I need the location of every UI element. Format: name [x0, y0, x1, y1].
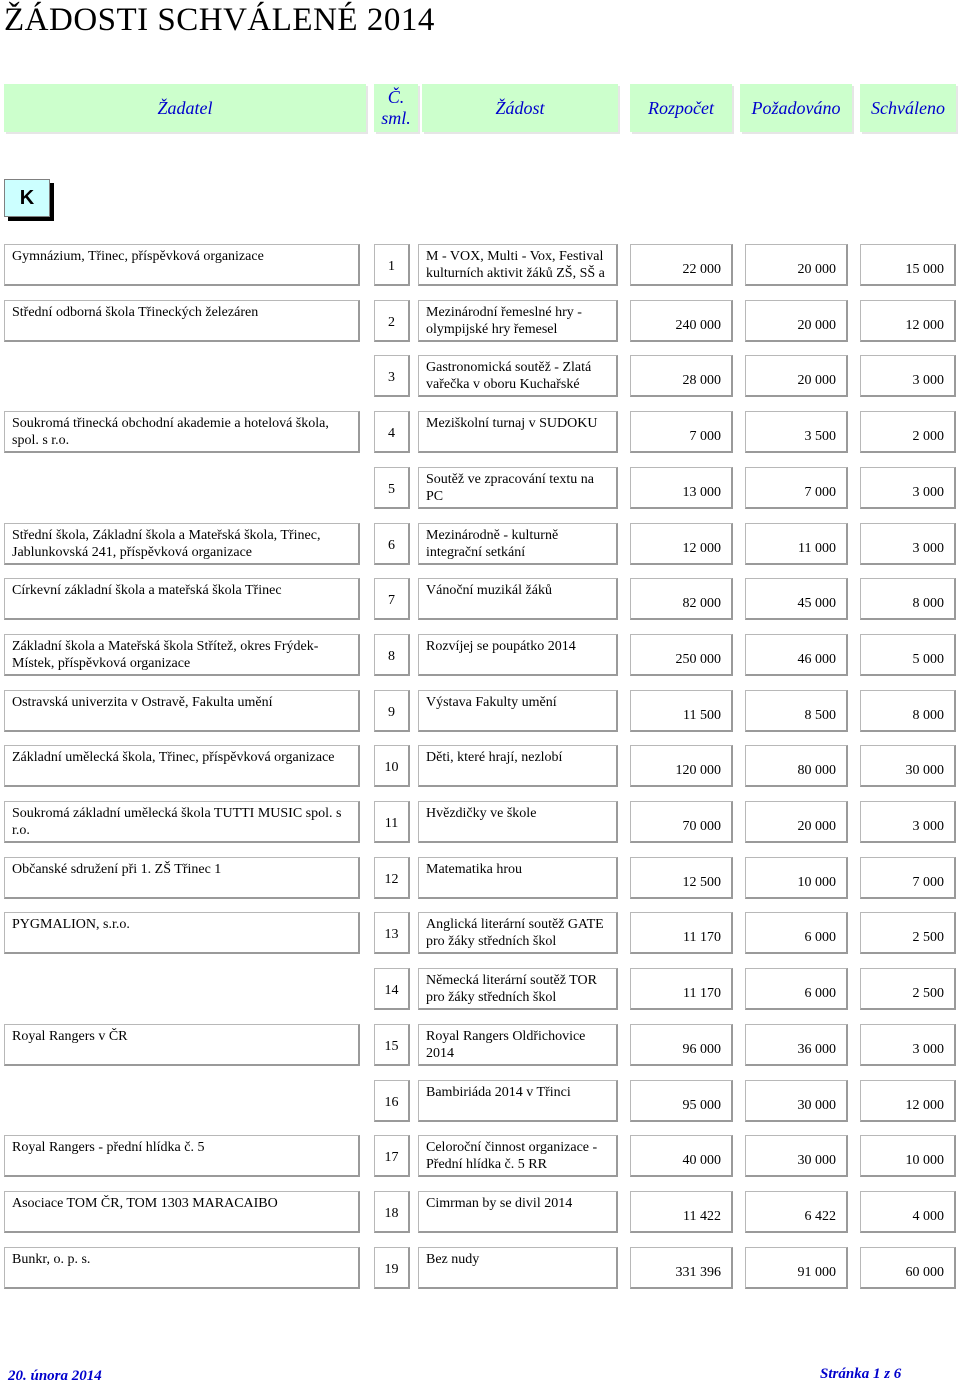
request-cell: Meziškolní turnaj v SUDOKU: [418, 411, 618, 453]
footer-date: 20. února 2014: [8, 1368, 102, 1384]
requested-cell: 20 000: [745, 244, 848, 286]
applicant-cell: Asociace TOM ČR, TOM 1303 MARACAIBO: [4, 1191, 360, 1233]
request-cell: Vánoční muzikál žáků: [418, 578, 618, 620]
approved-cell: 2 500: [860, 968, 956, 1010]
budget-cell: 28 000: [630, 355, 733, 397]
applicant-cell: Střední škola, Základní škola a Mateřská škola, Třinec, Jablunkovská 241, příspěvková organizace: [4, 523, 360, 565]
request-cell: Soutěž ve zpracování textu na PC: [418, 467, 618, 509]
header-schvaleno: Schváleno: [860, 84, 956, 132]
approved-cell: 2 000: [860, 411, 956, 453]
request-cell: Royal Rangers Oldřichovice 2014: [418, 1024, 618, 1066]
applicant-cell: Střední odborná škola Třineckých železáren: [4, 300, 360, 342]
budget-cell: 331 396: [630, 1247, 733, 1289]
approved-cell: 3 000: [860, 1024, 956, 1066]
approved-cell: 15 000: [860, 244, 956, 286]
requested-cell: 3 500: [745, 411, 848, 453]
request-cell: Děti, které hrají, nezlobí: [418, 745, 618, 787]
contract-number-cell: 16: [374, 1080, 410, 1122]
contract-number-cell: 1: [374, 244, 410, 286]
budget-cell: 22 000: [630, 244, 733, 286]
header-rozpocet: Rozpočet: [630, 84, 732, 132]
budget-cell: 82 000: [630, 578, 733, 620]
contract-number-cell: 17: [374, 1135, 410, 1177]
contract-number-cell: 12: [374, 857, 410, 899]
request-cell: Mezinárodní řemeslné hry - olympijské hry řemesel: [418, 300, 618, 342]
request-cell: Bambiriáda 2014 v Třinci: [418, 1080, 618, 1122]
section-label: K: [4, 179, 50, 217]
approved-cell: 3 000: [860, 467, 956, 509]
contract-number-cell: 10: [374, 745, 410, 787]
requested-cell: 45 000: [745, 578, 848, 620]
applicant-cell: Soukromá základní umělecká škola TUTTI MUSIC spol. s r.o.: [4, 801, 360, 843]
applicant-cell: Základní umělecká škola, Třinec, příspěvková organizace: [4, 745, 360, 787]
applicant-cell: Royal Rangers v ČR: [4, 1024, 360, 1066]
requested-cell: 30 000: [745, 1135, 848, 1177]
applicant-cell: PYGMALION, s.r.o.: [4, 912, 360, 954]
request-cell: Bez nudy: [418, 1247, 618, 1289]
approved-cell: 10 000: [860, 1135, 956, 1177]
budget-cell: 120 000: [630, 745, 733, 787]
request-cell: Výstava Fakulty umění: [418, 690, 618, 732]
budget-cell: 11 500: [630, 690, 733, 732]
budget-cell: 12 500: [630, 857, 733, 899]
applicant-cell: Bunkr, o. p. s.: [4, 1247, 360, 1289]
contract-number-cell: 9: [374, 690, 410, 732]
applicant-cell: Royal Rangers - přední hlídka č. 5: [4, 1135, 360, 1177]
budget-cell: 11 422: [630, 1191, 733, 1233]
request-cell: Celoroční činnost organizace - Přední hlídka č. 5 RR: [418, 1135, 618, 1177]
approved-cell: 3 000: [860, 523, 956, 565]
requested-cell: 6 000: [745, 968, 848, 1010]
header-pozadovano: Požadováno: [740, 84, 852, 132]
requested-cell: 80 000: [745, 745, 848, 787]
budget-cell: 250 000: [630, 634, 733, 676]
applicant-cell: Soukromá třinecká obchodní akademie a hotelová škola, spol. s r.o.: [4, 411, 360, 453]
approved-cell: 7 000: [860, 857, 956, 899]
contract-number-cell: 2: [374, 300, 410, 342]
request-cell: Hvězdičky ve škole: [418, 801, 618, 843]
budget-cell: 11 170: [630, 968, 733, 1010]
budget-cell: 13 000: [630, 467, 733, 509]
approved-cell: 12 000: [860, 300, 956, 342]
request-cell: Anglická literární soutěž GATE pro žáky středních škol: [418, 912, 618, 954]
contract-number-cell: 6: [374, 523, 410, 565]
requested-cell: 20 000: [745, 300, 848, 342]
applicant-cell: Občanské sdružení při 1. ZŠ Třinec 1: [4, 857, 360, 899]
header-zadost: Žádost: [422, 84, 618, 132]
contract-number-cell: 5: [374, 467, 410, 509]
requested-cell: 46 000: [745, 634, 848, 676]
header-zadatel: Žadatel: [4, 84, 366, 132]
requested-cell: 6 422: [745, 1191, 848, 1233]
requested-cell: 7 000: [745, 467, 848, 509]
budget-cell: 40 000: [630, 1135, 733, 1177]
contract-number-cell: 19: [374, 1247, 410, 1289]
page-title: ŽÁDOSTI SCHVÁLENÉ 2014: [4, 2, 435, 38]
requested-cell: 10 000: [745, 857, 848, 899]
applicant-cell: Ostravská univerzita v Ostravě, Fakulta umění: [4, 690, 360, 732]
approved-cell: 3 000: [860, 801, 956, 843]
approved-cell: 5 000: [860, 634, 956, 676]
request-cell: Cimrman by se divil 2014: [418, 1191, 618, 1233]
contract-number-cell: 13: [374, 912, 410, 954]
applicant-cell: Gymnázium, Třinec, příspěvková organizace: [4, 244, 360, 286]
budget-cell: 7 000: [630, 411, 733, 453]
requested-cell: 36 000: [745, 1024, 848, 1066]
requested-cell: 30 000: [745, 1080, 848, 1122]
footer-page-number: Stránka 1 z 6: [820, 1366, 902, 1382]
approved-cell: 60 000: [860, 1247, 956, 1289]
requested-cell: 20 000: [745, 801, 848, 843]
request-cell: Německá literární soutěž TOR pro žáky středních škol: [418, 968, 618, 1010]
applicant-cell: Církevní základní škola a mateřská škola Třinec: [4, 578, 360, 620]
applicant-cell: Základní škola a Mateřská škola Střítež, okres Frýdek-Místek, příspěvková organizace: [4, 634, 360, 676]
contract-number-cell: 8: [374, 634, 410, 676]
budget-cell: 240 000: [630, 300, 733, 342]
contract-number-cell: 18: [374, 1191, 410, 1233]
budget-cell: 11 170: [630, 912, 733, 954]
contract-number-cell: 14: [374, 968, 410, 1010]
requested-cell: 8 500: [745, 690, 848, 732]
requested-cell: 11 000: [745, 523, 848, 565]
header-cislo-smlouvy: Č. sml.: [374, 84, 418, 132]
approved-cell: 4 000: [860, 1191, 956, 1233]
contract-number-cell: 11: [374, 801, 410, 843]
requested-cell: 91 000: [745, 1247, 848, 1289]
request-cell: Mezinárodně - kulturně integrační setkání: [418, 523, 618, 565]
budget-cell: 70 000: [630, 801, 733, 843]
budget-cell: 12 000: [630, 523, 733, 565]
request-cell: Rozvíjej se poupátko 2014: [418, 634, 618, 676]
approved-cell: 12 000: [860, 1080, 956, 1122]
contract-number-cell: 3: [374, 355, 410, 397]
request-cell: Matematika hrou: [418, 857, 618, 899]
contract-number-cell: 4: [374, 411, 410, 453]
approved-cell: 8 000: [860, 578, 956, 620]
contract-number-cell: 7: [374, 578, 410, 620]
budget-cell: 96 000: [630, 1024, 733, 1066]
approved-cell: 3 000: [860, 355, 956, 397]
approved-cell: 30 000: [860, 745, 956, 787]
approved-cell: 2 500: [860, 912, 956, 954]
request-cell: M - VOX, Multi - Vox, Festival kulturních aktivit žáků ZŠ, SŠ a: [418, 244, 618, 286]
requested-cell: 20 000: [745, 355, 848, 397]
request-cell: Gastronomická soutěž - Zlatá vařečka v oboru Kuchařské: [418, 355, 618, 397]
contract-number-cell: 15: [374, 1024, 410, 1066]
requested-cell: 6 000: [745, 912, 848, 954]
approved-cell: 8 000: [860, 690, 956, 732]
budget-cell: 95 000: [630, 1080, 733, 1122]
